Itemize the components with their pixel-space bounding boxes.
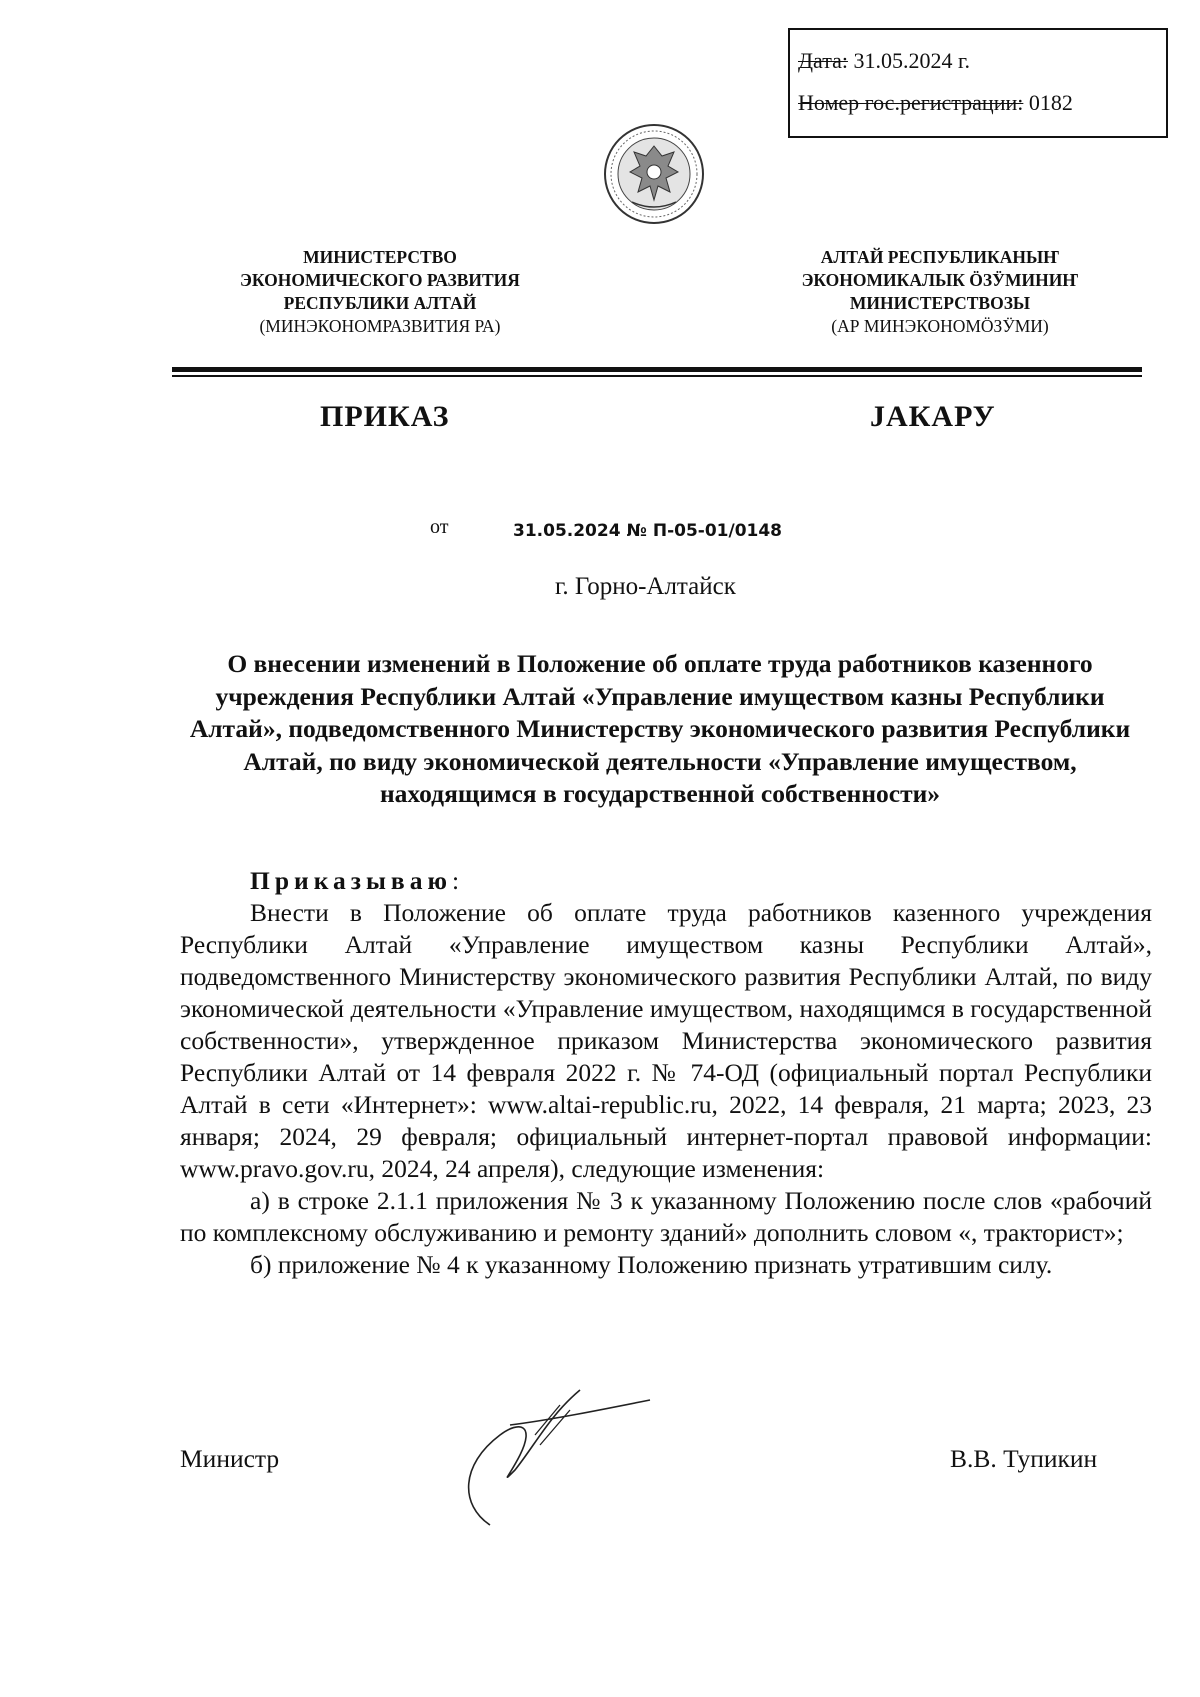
org-name-alt-line1: АЛТАЙ РЕСПУБЛИКАНЫҤ [820, 247, 1060, 267]
registration-date [798, 48, 970, 74]
org-name-alt-line2: ЭКОНОМИКАЛЫК ÖЗӰМИНИҤ [801, 270, 1079, 290]
org-abbr-ru: (МИНЭКОНОМРАЗВИТИЯ РА) [259, 316, 501, 336]
doc-type-ru: ПРИКАЗ [320, 400, 450, 433]
coat-of-arms-icon [602, 122, 706, 226]
signer-name: В.В. Тупикин [950, 1444, 1098, 1473]
registration-number-label: Номер гос.регистрации: [798, 90, 1024, 115]
document-body [180, 865, 1152, 1281]
registration-stamp [788, 28, 1168, 138]
orders-word: Приказываю [250, 866, 452, 895]
org-name-alt [760, 246, 1120, 338]
org-name-ru-line1: МИНИСТЕРСТВО [303, 247, 457, 267]
registration-number [798, 90, 1073, 116]
org-name-alt-line3: МИНИСТЕРСТВОЗЫ [849, 293, 1031, 313]
handwritten-signature-icon [440, 1385, 670, 1535]
header-divider-thick [172, 367, 1142, 372]
order-from-label: от [430, 516, 449, 538]
registration-date-label: Дата: [798, 48, 848, 73]
doc-type-alt: JАКАРУ [870, 400, 996, 433]
orders-colon: : [451, 866, 460, 895]
registration-number-value: 0182 [1028, 90, 1073, 115]
body-paragraph-1: Внести в Положение об оплате труда работников казенного учреждения Республики Алтай «Управление имуществом казны Республики Алтай», подведомственного Министерству экономического развития Республики Алтай, по виду экономической деятельности «Управление имуществом, находящимся в государственной собственности», утвержденное приказом Министерства экономического развития Республики Алтай от 14 февраля 2022 г. № 74-ОД (официальный портал Республики Алтай в сети «Интернет»: www.altai-republic.ru, 2022, 14 февраля, 21 марта; 2023, 23 января; 2024, 29 февраля; официальный интернет-портал правовой информации: www.pravo.gov.ru, 2024, 24 апреля), следующие изменения: [180, 898, 1152, 1183]
order-date-number: 31.05.2024 № П-05-01/0148 [513, 521, 783, 541]
orders-line [180, 865, 1152, 897]
org-name-ru [200, 246, 560, 338]
order-city: г. Горно-Алтайск [555, 573, 736, 600]
signer-position: Министр [180, 1444, 280, 1473]
document-title: О внесении изменений в Положение об оплате труда работников казенного учреждения Республики Алтай «Управление имуществом казны Республики Алтай», подведомственного Министерству экономического развития Республики Алтай, по виду экономической деятельности «Управление имуществом, находящимся в государственной собственности» [189, 649, 1131, 808]
org-name-ru-line2: ЭКОНОМИЧЕСКОГО РАЗВИТИЯ [240, 270, 520, 290]
org-name-ru-line3: РЕСПУБЛИКИ АЛТАЙ [283, 293, 477, 313]
org-abbr-alt: (АР МИНЭКОНОМÖЗӰМИ) [831, 316, 1049, 336]
registration-date-value: 31.05.2024 г. [853, 48, 971, 73]
header-divider-thin [172, 375, 1142, 377]
body-item-a: а) в строке 2.1.1 приложения № 3 к указанному Положению после слов «рабочий по комплексному обслуживанию и ремонту зданий» дополнить словом «, тракторист»; [180, 1186, 1152, 1247]
body-item-b: б) приложение № 4 к указанному Положению признать утратившим силу. [250, 1250, 1053, 1279]
